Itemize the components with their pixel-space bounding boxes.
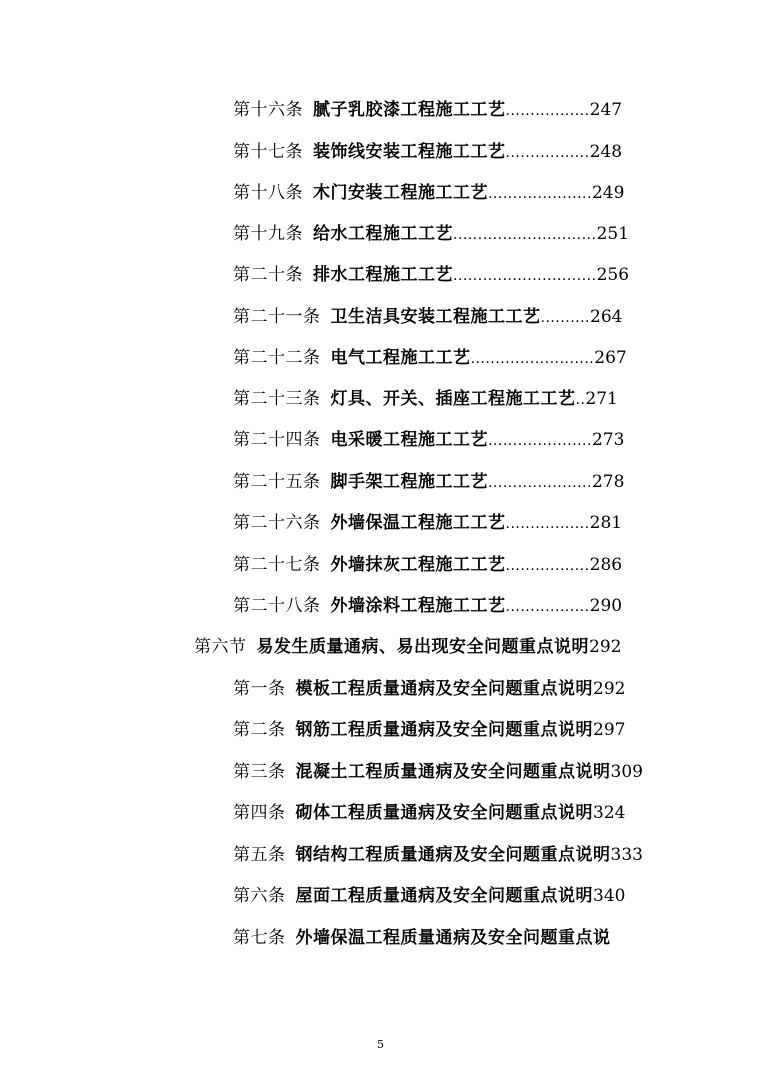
toc-entry-title: 砌体工程质量通病及安全问题重点说明 <box>295 803 593 823</box>
toc-entry[interactable] <box>233 511 651 535</box>
toc-entry[interactable] <box>233 801 658 825</box>
toc-entry-title: 模板工程质量通病及安全问题重点说明 <box>295 679 593 699</box>
toc-entry-title: 钢结构工程质量通病及安全问题重点说明 <box>295 845 611 865</box>
toc-entry-number: 第二十三条 <box>233 389 321 409</box>
toc-page-number: 281 <box>589 513 623 533</box>
toc-entry[interactable] <box>233 470 651 494</box>
toc-page-number: 249 <box>591 183 625 203</box>
toc-entry-number: 第二十二条 <box>233 348 321 368</box>
toc-entry-number: 第二十六条 <box>233 513 321 533</box>
toc-entry[interactable] <box>233 428 651 452</box>
toc-page-number: 286 <box>589 555 623 575</box>
toc-section-title: 易发生质量通病、易出现安全问题重点说明 <box>256 637 589 657</box>
toc-page-number: 267 <box>594 348 627 368</box>
toc-leader-dots: ..................... <box>488 433 592 449</box>
toc-entry-number: 第十七条 <box>233 142 303 162</box>
toc-entry-number: 第二十一条 <box>233 307 321 327</box>
toc-leader-dots: ................. <box>505 558 590 574</box>
toc-entry-title: 外墙保温工程施工工艺 <box>330 513 506 533</box>
toc-leader-dots: ............................. <box>453 268 597 284</box>
toc-entry-number: 第二十五条 <box>233 472 321 492</box>
toc-entry[interactable] <box>233 140 651 164</box>
toc-entry-number: 第四条 <box>233 803 286 823</box>
toc-leader-dots: ..................... <box>488 186 592 202</box>
toc-page-number: 292 <box>589 637 622 657</box>
toc-leader-dots: ..................... <box>488 475 592 491</box>
toc-page-number: 264 <box>590 307 623 327</box>
toc-entry-title: 钢筋工程质量通病及安全问题重点说明 <box>295 720 593 740</box>
toc-entry[interactable] <box>233 677 658 701</box>
toc-leader-dots: .. <box>575 392 586 408</box>
toc-entry-title: 腻子乳胶漆工程施工工艺 <box>313 100 506 120</box>
toc-entry[interactable] <box>233 387 651 411</box>
toc-entry[interactable] <box>233 843 673 867</box>
toc-entry-number: 第二十条 <box>233 265 303 285</box>
toc-entry[interactable] <box>233 305 651 329</box>
toc-entry-title: 屋面工程质量通病及安全问题重点说明 <box>295 886 593 906</box>
toc-entry[interactable] <box>233 553 651 577</box>
toc-section-number: 第六节 <box>194 637 247 657</box>
toc-entry[interactable] <box>233 263 651 287</box>
toc-entry-number: 第二十四条 <box>233 430 321 450</box>
toc-page-number: 333 <box>610 845 643 865</box>
toc-page-number: 292 <box>593 679 626 699</box>
toc-entry-title: 外墙抹灰工程施工工艺 <box>330 555 506 575</box>
toc-leader-dots: .......... <box>540 310 591 326</box>
toc-leader-dots: ................. <box>505 103 590 119</box>
toc-page-number: 251 <box>596 224 630 244</box>
toc-entry-title: 混凝土工程质量通病及安全问题重点说明 <box>295 762 611 782</box>
toc-section-entry[interactable] <box>194 635 651 659</box>
toc-entry-number: 第十八条 <box>233 183 303 203</box>
toc-entry-number: 第二条 <box>233 720 286 740</box>
toc-entry-number: 第七条 <box>233 928 286 948</box>
toc-entry[interactable] <box>233 181 651 205</box>
toc-page-number: 309 <box>610 762 643 782</box>
toc-page-number: 290 <box>589 596 623 616</box>
toc-entry-title: 脚手架工程施工工艺 <box>330 472 488 492</box>
toc-page-number: 271 <box>585 389 618 409</box>
toc-page-number: 256 <box>596 265 630 285</box>
toc-page-number: 247 <box>589 100 623 120</box>
toc-entry-title: 给水工程施工工艺 <box>313 224 453 244</box>
toc-entry-title: 排水工程施工工艺 <box>313 265 453 285</box>
toc-entry[interactable] <box>233 926 658 950</box>
toc-entry-title: 灯具、开关、插座工程施工工艺 <box>330 389 576 409</box>
toc-leader-dots: ......................... <box>470 351 595 367</box>
toc-entry-number: 第六条 <box>233 886 286 906</box>
toc-entry-number: 第五条 <box>233 845 286 865</box>
toc-entry[interactable] <box>233 346 651 370</box>
toc-entry[interactable] <box>233 222 651 246</box>
toc-leader-dots: ................. <box>505 516 590 532</box>
toc-entry-title: 卫生洁具安装工程施工工艺 <box>330 307 541 327</box>
toc-entry-number: 第二十七条 <box>233 555 321 575</box>
toc-entry-number: 第十六条 <box>233 100 303 120</box>
toc-leader-dots: ................. <box>505 145 590 161</box>
toc-entry-number: 第十九条 <box>233 224 303 244</box>
toc-entry[interactable] <box>233 594 651 618</box>
toc-page-number: 248 <box>589 142 623 162</box>
toc-entry-title: 装饰线安装工程施工工艺 <box>313 142 506 162</box>
toc-page-number: 297 <box>593 720 626 740</box>
toc-leader-dots: ................. <box>505 599 590 615</box>
toc-entry[interactable] <box>233 98 651 122</box>
toc-entry-title: 木门安装工程施工工艺 <box>313 183 488 203</box>
toc-entry-title: 电采暖工程施工工艺 <box>330 430 488 450</box>
page-number-footer: 5 <box>377 1038 384 1051</box>
toc-entry-title: 电气工程施工工艺 <box>330 348 471 368</box>
toc-entry-number: 第一条 <box>233 679 286 699</box>
toc-entry[interactable] <box>233 884 658 908</box>
toc-entry-number: 第二十八条 <box>233 596 321 616</box>
toc-entry-number: 第三条 <box>233 762 286 782</box>
toc-leader-dots: ............................. <box>453 227 597 243</box>
toc-page-number: 273 <box>591 430 625 450</box>
toc-entry[interactable] <box>233 760 673 784</box>
toc-entry[interactable] <box>233 718 658 742</box>
toc-page-number: 278 <box>591 472 625 492</box>
toc-page-number: 340 <box>593 886 626 906</box>
toc-entry-title: 外墙涂料工程施工工艺 <box>330 596 506 616</box>
toc-entry-title: 外墙保温工程质量通病及安全问题重点说 <box>295 928 611 948</box>
toc-page-number: 324 <box>593 803 626 823</box>
